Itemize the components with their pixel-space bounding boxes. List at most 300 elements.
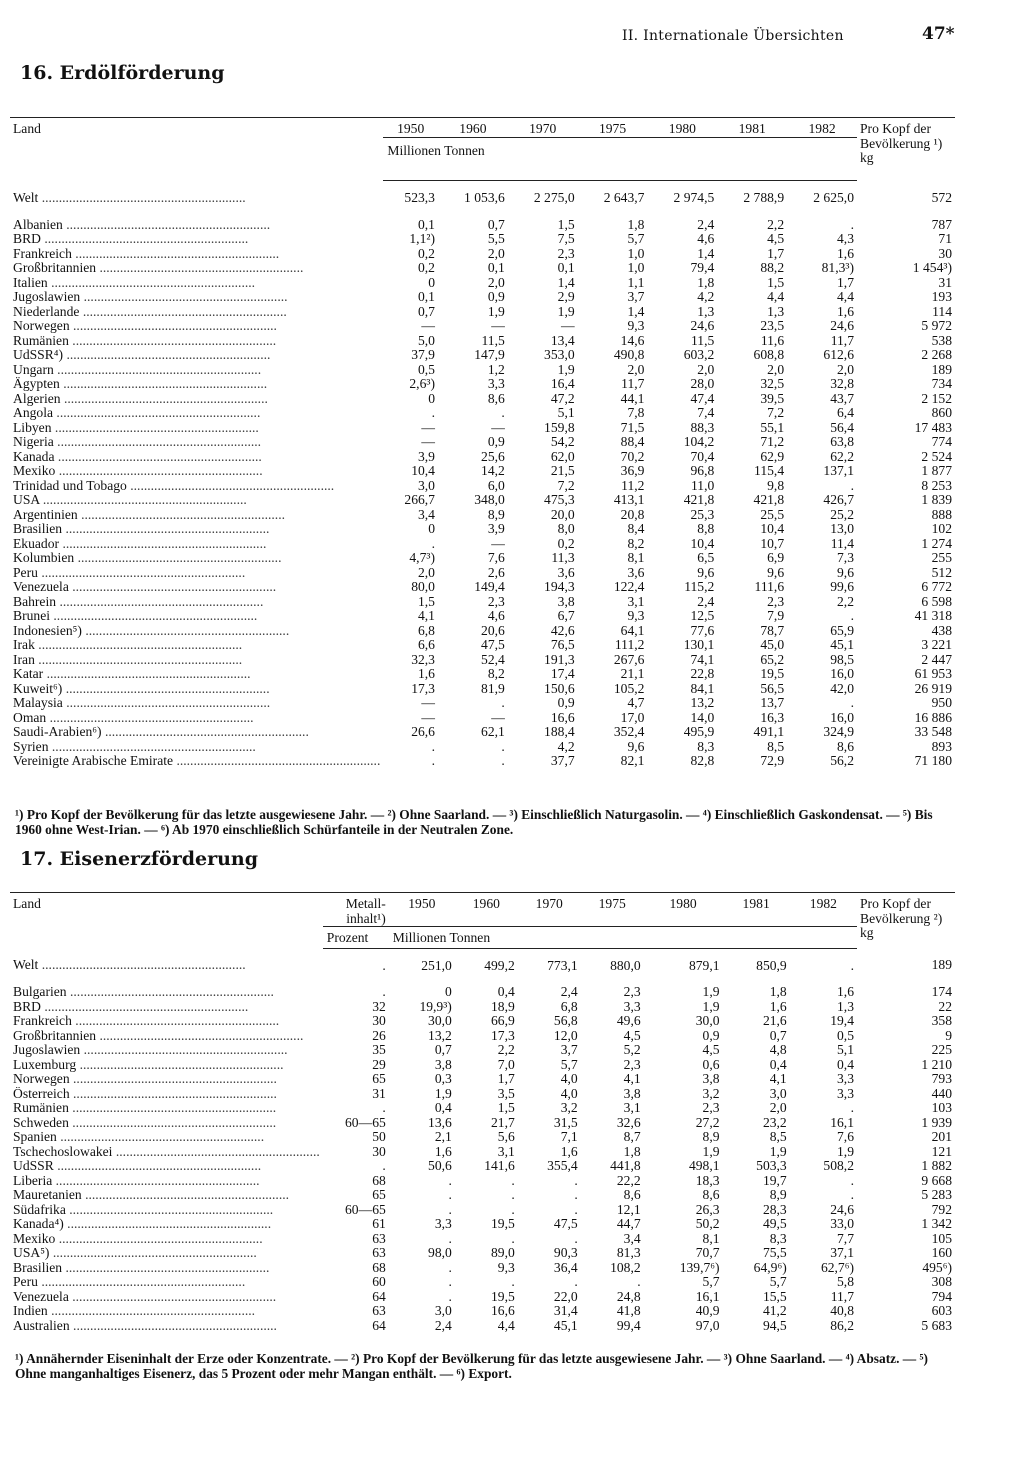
value-cell: 26,3 [695, 1201, 720, 1217]
table-row [10, 1261, 955, 1276]
value-cell: 1,6 [837, 303, 854, 319]
value-cell: . [448, 1172, 452, 1188]
value-cell: 358 [931, 1013, 952, 1028]
value-cell: 11,7 [830, 1288, 854, 1304]
value-cell: 421,8 [683, 492, 715, 507]
value-cell: 8,8 [697, 521, 715, 536]
col-header-per-capita: Pro Kopf der Bevölkerung ²) kg [860, 896, 943, 940]
value-cell: 44,1 [620, 390, 645, 406]
value-cell: 5 283 [921, 1187, 952, 1202]
value-cell: 45,0 [760, 637, 785, 652]
value-cell: 139,7⁶) [679, 1259, 720, 1275]
value-cell: 189 [931, 957, 952, 972]
table-row [10, 276, 955, 291]
value-cell: 23,5 [760, 318, 785, 333]
value-cell: 9,6 [697, 564, 715, 580]
country-name: Australien ............................................................ [13, 1318, 277, 1333]
value-cell: 498,1 [688, 1158, 720, 1173]
value-cell: 24,8 [616, 1288, 641, 1304]
value-cell: 21,7 [490, 1114, 515, 1130]
value-cell: 490,8 [613, 347, 645, 362]
country-name: Venezuela ............................................................ [13, 580, 277, 594]
table-row [10, 667, 955, 682]
value-cell: 1,1²) [409, 231, 435, 246]
value-cell: 3,6 [627, 564, 645, 580]
table-row [10, 653, 955, 668]
value-cell: 65 [372, 1187, 386, 1202]
col-header-year: 1975 [598, 121, 627, 136]
value-cell: 31,4 [553, 1303, 578, 1318]
country-name: Rumänien ............................................................ [13, 1101, 277, 1115]
value-cell: 4,7 [627, 695, 645, 710]
value-cell: . [850, 1172, 854, 1188]
value-cell: 8,2 [627, 535, 645, 551]
value-cell: 2 268 [921, 347, 952, 362]
unit-label: Millionen Tonnen [383, 137, 857, 181]
value-cell: . [574, 1201, 578, 1217]
dot-leader: ............................................................ [53, 1159, 262, 1173]
value-cell: 8,4 [627, 521, 645, 536]
dot-leader: ............................................................ [71, 246, 280, 261]
value-cell: 27,2 [695, 1114, 720, 1130]
value-cell: 60—65 [345, 1114, 386, 1130]
value-cell: 149,4 [474, 579, 505, 594]
country-name: Mexiko ............................................................ [13, 464, 263, 478]
value-cell: 880,0 [610, 957, 641, 973]
value-cell: 105 [931, 1230, 952, 1246]
value-cell: 10,4 [690, 535, 715, 551]
col-header-year: 1980 [668, 121, 696, 136]
value-cell: 2,0 [769, 1100, 787, 1115]
value-cell: 4,3 [837, 231, 854, 246]
value-cell: 18,9 [490, 998, 515, 1014]
value-cell: 3,5 [497, 1085, 515, 1101]
value-cell: 1,3 [767, 303, 785, 319]
country-name: Indien ............................................................ [13, 1304, 256, 1318]
value-cell: 2,3 [767, 593, 785, 609]
table-row [10, 1000, 955, 1015]
country-name: Venezuela ............................................................ [13, 1289, 277, 1304]
country-name: Österreich ............................................................ [13, 1086, 277, 1101]
value-cell: 0,4 [769, 1056, 787, 1072]
value-cell: — [421, 695, 435, 710]
running-head: II. Internationale Übersichten [622, 28, 844, 44]
value-cell: 3 221 [921, 637, 952, 652]
value-cell: 7,7 [837, 1230, 854, 1246]
value-cell: 5,1 [557, 405, 575, 420]
dot-leader: ............................................................ [62, 1260, 270, 1275]
value-cell: 5 972 [921, 318, 952, 333]
table-row [10, 580, 955, 595]
dot-leader: ............................................................ [69, 1086, 277, 1101]
value-cell: 28,3 [762, 1201, 787, 1217]
country-name: Bulgarien ............................................................ [13, 985, 274, 999]
value-cell: 1,9 [702, 984, 720, 999]
value-cell: 8,6 [837, 738, 854, 754]
country-name: Südafrika ............................................................ [13, 1202, 274, 1217]
value-cell: . [511, 1201, 515, 1217]
value-cell: 17,3 [411, 680, 435, 696]
value-cell: . [448, 1187, 452, 1202]
value-cell: 55,1 [760, 419, 785, 435]
value-cell: 5,7 [627, 231, 645, 246]
value-cell: 3,3 [837, 1085, 854, 1101]
value-cell: 65 [372, 1071, 386, 1086]
value-cell: 19,5 [760, 666, 785, 681]
table-row [10, 479, 955, 494]
value-cell: 19,7 [762, 1172, 787, 1188]
value-cell: 30 [938, 245, 952, 261]
value-cell: . [448, 1274, 452, 1289]
value-cell: 8,6 [487, 390, 505, 406]
value-cell: 608,8 [753, 347, 785, 362]
country-name: Algerien ............................................................ [13, 391, 268, 406]
value-cell: 105,2 [613, 680, 645, 696]
value-cell: 26 [372, 1027, 386, 1043]
value-cell: 4,7³) [409, 550, 435, 565]
value-cell: 72,9 [760, 753, 785, 768]
value-cell: 25,6 [481, 448, 505, 464]
value-cell: 4,8 [769, 1042, 787, 1057]
value-cell: 22,0 [553, 1288, 578, 1304]
country-name: Welt ............................................................ [13, 957, 246, 972]
value-cell: 1,7 [837, 274, 854, 290]
dot-leader: ............................................................ [47, 1304, 256, 1318]
value-cell: 1,9 [557, 303, 575, 319]
value-cell: 26,6 [411, 724, 435, 739]
value-cell: 64,9⁶) [753, 1259, 787, 1275]
value-cell: 33 548 [914, 724, 952, 739]
value-cell: 1,9 [702, 998, 720, 1014]
value-cell: 0,9 [487, 289, 505, 304]
value-cell: 1 839 [921, 492, 952, 507]
table-row [10, 522, 955, 537]
value-cell: 47,2 [550, 390, 575, 406]
country-name: UdSSR ............................................................ [13, 1159, 262, 1173]
dot-leader: ............................................................ [68, 333, 277, 348]
value-cell: 90,3 [553, 1245, 578, 1260]
value-cell: 794 [931, 1288, 952, 1304]
country-name: Welt ............................................................ [13, 189, 246, 205]
country-name: Nigeria ............................................................ [13, 435, 262, 449]
value-cell: 9,3 [627, 608, 645, 623]
dot-leader: ............................................................ [37, 1275, 246, 1289]
table-row [10, 421, 955, 436]
value-cell: . [448, 1230, 452, 1246]
value-cell: 5,6 [497, 1129, 515, 1144]
value-cell: 89,0 [490, 1245, 515, 1260]
value-cell: 111,2 [614, 637, 645, 652]
country-name: Italien ............................................................ [13, 275, 256, 290]
value-cell: 8,6 [623, 1187, 641, 1202]
value-cell: 251,0 [421, 957, 452, 973]
value-cell: . [501, 405, 505, 420]
col-header-land: Land [13, 896, 41, 911]
dot-leader: ............................................................ [173, 754, 381, 768]
value-cell: 255 [931, 550, 952, 565]
country-name: Ägypten ............................................................ [13, 377, 268, 391]
dot-leader: ............................................................ [47, 275, 256, 290]
value-cell: 189 [931, 361, 952, 377]
value-cell: . [574, 1230, 578, 1246]
value-cell: 88,3 [690, 419, 715, 435]
value-cell: 5,2 [623, 1042, 641, 1057]
value-cell: . [511, 1230, 515, 1246]
dot-leader: ............................................................ [50, 609, 258, 623]
value-cell: 1,6 [417, 666, 435, 681]
dot-leader: ............................................................ [81, 1188, 290, 1202]
dot-leader: ............................................................ [68, 1101, 277, 1115]
value-cell: 9 [945, 1027, 952, 1043]
value-cell: — [491, 709, 505, 725]
table-row [10, 711, 955, 726]
table-row [10, 696, 955, 711]
value-cell: 88,2 [760, 260, 785, 275]
table-row [10, 740, 955, 755]
value-cell: 62,9 [760, 448, 785, 464]
value-cell: 603,2 [683, 347, 715, 362]
value-cell: 43,7 [830, 390, 854, 406]
country-name: USA⁵) ............................................................ [13, 1246, 257, 1260]
country-name: Trinidad und Tobago ............................................................ [13, 478, 335, 493]
value-cell: 98,5 [830, 651, 854, 667]
dot-leader: ............................................................ [80, 290, 288, 304]
value-cell: 70,7 [695, 1245, 720, 1260]
value-cell: 13,2 [428, 1027, 452, 1043]
value-cell: 194,3 [544, 579, 575, 594]
value-cell: . [511, 1274, 515, 1289]
value-cell: 348,0 [474, 492, 505, 507]
value-cell: 41,8 [616, 1303, 641, 1318]
value-cell: 888 [931, 506, 952, 522]
value-cell: 1 882 [921, 1158, 952, 1173]
value-cell: 86,2 [830, 1317, 854, 1333]
value-cell: 2,6 [487, 564, 505, 580]
value-cell: 37,9 [411, 347, 435, 362]
country-name: Angola ............................................................ [13, 406, 261, 420]
table-row [10, 493, 955, 508]
value-cell: 1,2 [487, 361, 505, 377]
value-cell: 11,5 [481, 332, 505, 348]
value-cell: 3,0 [434, 1303, 452, 1318]
value-cell: 6,0 [487, 477, 505, 493]
value-cell: 20,6 [481, 622, 505, 638]
table-row [10, 406, 955, 421]
dot-leader: ............................................................ [69, 1318, 277, 1333]
value-cell: 0,1 [487, 260, 505, 275]
table-row [10, 450, 955, 465]
table-row [10, 290, 955, 305]
value-cell: 0,5 [837, 1027, 854, 1043]
dot-leader: ............................................................ [34, 638, 243, 652]
value-cell: 40,8 [830, 1303, 854, 1318]
value-cell: 76,5 [550, 637, 575, 652]
value-cell: 0,6 [702, 1056, 720, 1072]
value-cell: 9,8 [767, 477, 785, 493]
value-cell: . [850, 477, 854, 493]
value-cell: 32,3 [411, 651, 435, 667]
value-cell: 11,2 [621, 477, 645, 493]
value-cell: 81,3 [616, 1245, 641, 1260]
value-cell: 1,6 [769, 998, 787, 1014]
value-cell: 160 [931, 1245, 952, 1260]
value-cell: 50,2 [695, 1216, 720, 1231]
table-row [10, 551, 955, 566]
table-row [10, 1014, 955, 1029]
value-cell: 2,3 [623, 984, 641, 999]
value-cell: 71,5 [620, 419, 645, 435]
value-cell: 68 [372, 1172, 386, 1188]
table-row [10, 1130, 955, 1145]
value-cell: 21,6 [762, 1013, 787, 1028]
country-name: Brunei ............................................................ [13, 609, 258, 623]
value-cell: 41 318 [914, 608, 952, 623]
value-cell: 16,4 [550, 376, 575, 391]
value-cell: 0,4 [497, 984, 515, 999]
value-cell: 1,5 [767, 274, 785, 290]
value-cell: 5,7 [560, 1056, 578, 1072]
value-cell: 8,6 [702, 1187, 720, 1202]
value-cell: 22,2 [616, 1172, 641, 1188]
table-row [10, 1043, 955, 1058]
value-cell: 61 953 [914, 666, 952, 681]
value-cell: 30 [372, 1013, 386, 1028]
value-cell: 11,0 [691, 477, 715, 493]
value-cell: 9,6 [837, 564, 854, 580]
dot-leader: ............................................................ [43, 667, 251, 681]
value-cell: 56,4 [830, 419, 854, 435]
value-cell: 31,5 [553, 1114, 578, 1130]
value-cell: 0,1 [417, 289, 435, 304]
table-row [10, 1246, 955, 1261]
value-cell: . [431, 738, 435, 754]
value-cell: 1,3 [697, 303, 715, 319]
value-cell: 25,2 [830, 506, 854, 522]
value-cell: 4,5 [623, 1027, 641, 1043]
value-cell: 1,8 [623, 1143, 641, 1159]
value-cell: 11,7 [830, 332, 854, 348]
value-cell: 793 [931, 1071, 952, 1086]
value-cell: 0,9 [702, 1027, 720, 1043]
value-cell: 19,4 [830, 1013, 854, 1028]
value-cell: 8,3 [769, 1230, 787, 1246]
country-name: Großbritannien ............................................................ [13, 1028, 304, 1043]
dot-leader: ............................................................ [55, 464, 263, 478]
dot-leader: ............................................................ [81, 623, 290, 638]
value-cell: 42,0 [830, 680, 854, 696]
value-cell: 65,9 [830, 622, 854, 638]
value-cell: 1,5 [417, 593, 435, 609]
value-cell: 0,7 [487, 216, 505, 232]
value-cell: 0,2 [557, 535, 575, 551]
table-row [10, 319, 955, 334]
value-cell: 7,2 [767, 405, 785, 420]
value-cell: 2,0 [837, 361, 854, 377]
table-row [10, 261, 955, 276]
value-cell: 49,5 [762, 1216, 787, 1231]
country-name: Bahrein ............................................................ [13, 594, 264, 609]
value-cell: 45,1 [830, 637, 854, 652]
value-cell: 8,1 [627, 550, 645, 565]
value-cell: 35 [372, 1042, 386, 1057]
value-cell: 62,7⁶) [820, 1259, 854, 1275]
value-cell: 4,4 [497, 1317, 515, 1333]
value-cell: 4,1 [417, 608, 435, 623]
value-cell: 98,0 [428, 1245, 452, 1260]
value-cell: — [491, 419, 505, 435]
table-row [10, 985, 955, 1000]
value-cell: 19,9³) [419, 998, 452, 1014]
value-cell: 1,4 [697, 245, 715, 261]
country-name: USA ............................................................ [13, 493, 247, 507]
value-cell: 0 [445, 984, 452, 999]
value-cell: 8,0 [557, 521, 575, 536]
table16-body [10, 181, 955, 769]
value-cell: — [561, 318, 575, 333]
table-row [10, 754, 955, 769]
value-cell: 3,4 [417, 506, 435, 522]
value-cell: 20,0 [550, 506, 575, 522]
country-name: Iran ............................................................ [13, 652, 243, 667]
value-cell: . [850, 216, 854, 232]
dot-leader: ............................................................ [69, 319, 277, 333]
value-cell: 30,0 [695, 1013, 720, 1028]
dot-leader: ............................................................ [40, 999, 249, 1014]
value-cell: 1,9 [434, 1085, 452, 1101]
value-cell: 37,7 [550, 753, 575, 768]
value-cell: 14,2 [481, 463, 505, 478]
value-cell: 4,4 [767, 289, 785, 304]
col-header-year: 1950 [397, 121, 425, 136]
value-cell: 16,6 [550, 709, 575, 725]
value-cell: 612,6 [823, 347, 854, 362]
country-name: Kanada⁴) ............................................................ [13, 1217, 272, 1231]
value-cell: 121 [931, 1143, 952, 1159]
value-cell: 29 [372, 1056, 386, 1072]
country-name: Ungarn ............................................................ [13, 362, 262, 377]
value-cell: 88,4 [620, 434, 645, 449]
table-row [10, 1203, 955, 1218]
dot-leader: ............................................................ [62, 217, 271, 232]
value-cell: 4,4 [837, 289, 854, 304]
value-cell: . [382, 1158, 386, 1173]
value-cell: 17 483 [914, 419, 952, 435]
dot-leader: ............................................................ [54, 449, 262, 464]
value-cell: 4,2 [557, 738, 575, 754]
table16-footnotes: ¹) Pro Kopf der Bevölkerung für das letzte ausgewiesene Jahr. — ²) Ohne Saarland. — ³) Einschließlich Naturgasolin. — ⁴) Einschließlich Gaskondensat. — ⁵) Bis 1960 ohne West-Irian. — ⁶) Ab 1970 einschließlich Schürfanteile in der Neutralen Zone. [15, 807, 933, 837]
value-cell: 60 [372, 1274, 386, 1289]
table-row [10, 1232, 955, 1247]
metal-unit-label: Prozent [323, 927, 389, 949]
country-name: Vereinigte Arabische Emirate ............................................................ [13, 754, 381, 768]
value-cell: 1,8 [627, 216, 645, 232]
value-cell: 2,3 [702, 1100, 720, 1115]
table-row [10, 435, 955, 450]
value-cell: 3,8 [702, 1071, 720, 1086]
value-cell: 11,3 [551, 550, 575, 565]
value-cell: 523,3 [404, 190, 435, 205]
value-cell: 36,4 [553, 1259, 578, 1275]
value-cell: . [574, 1187, 578, 1202]
value-cell: 1,6 [560, 1143, 578, 1159]
value-cell: 3,3 [434, 1216, 452, 1231]
table-row [10, 1058, 955, 1073]
table-row [10, 1174, 955, 1189]
value-cell: 0,7 [417, 303, 435, 319]
value-cell: 491,1 [753, 724, 785, 739]
value-cell: 3,7 [560, 1042, 578, 1057]
value-cell: 1,8 [697, 274, 715, 290]
